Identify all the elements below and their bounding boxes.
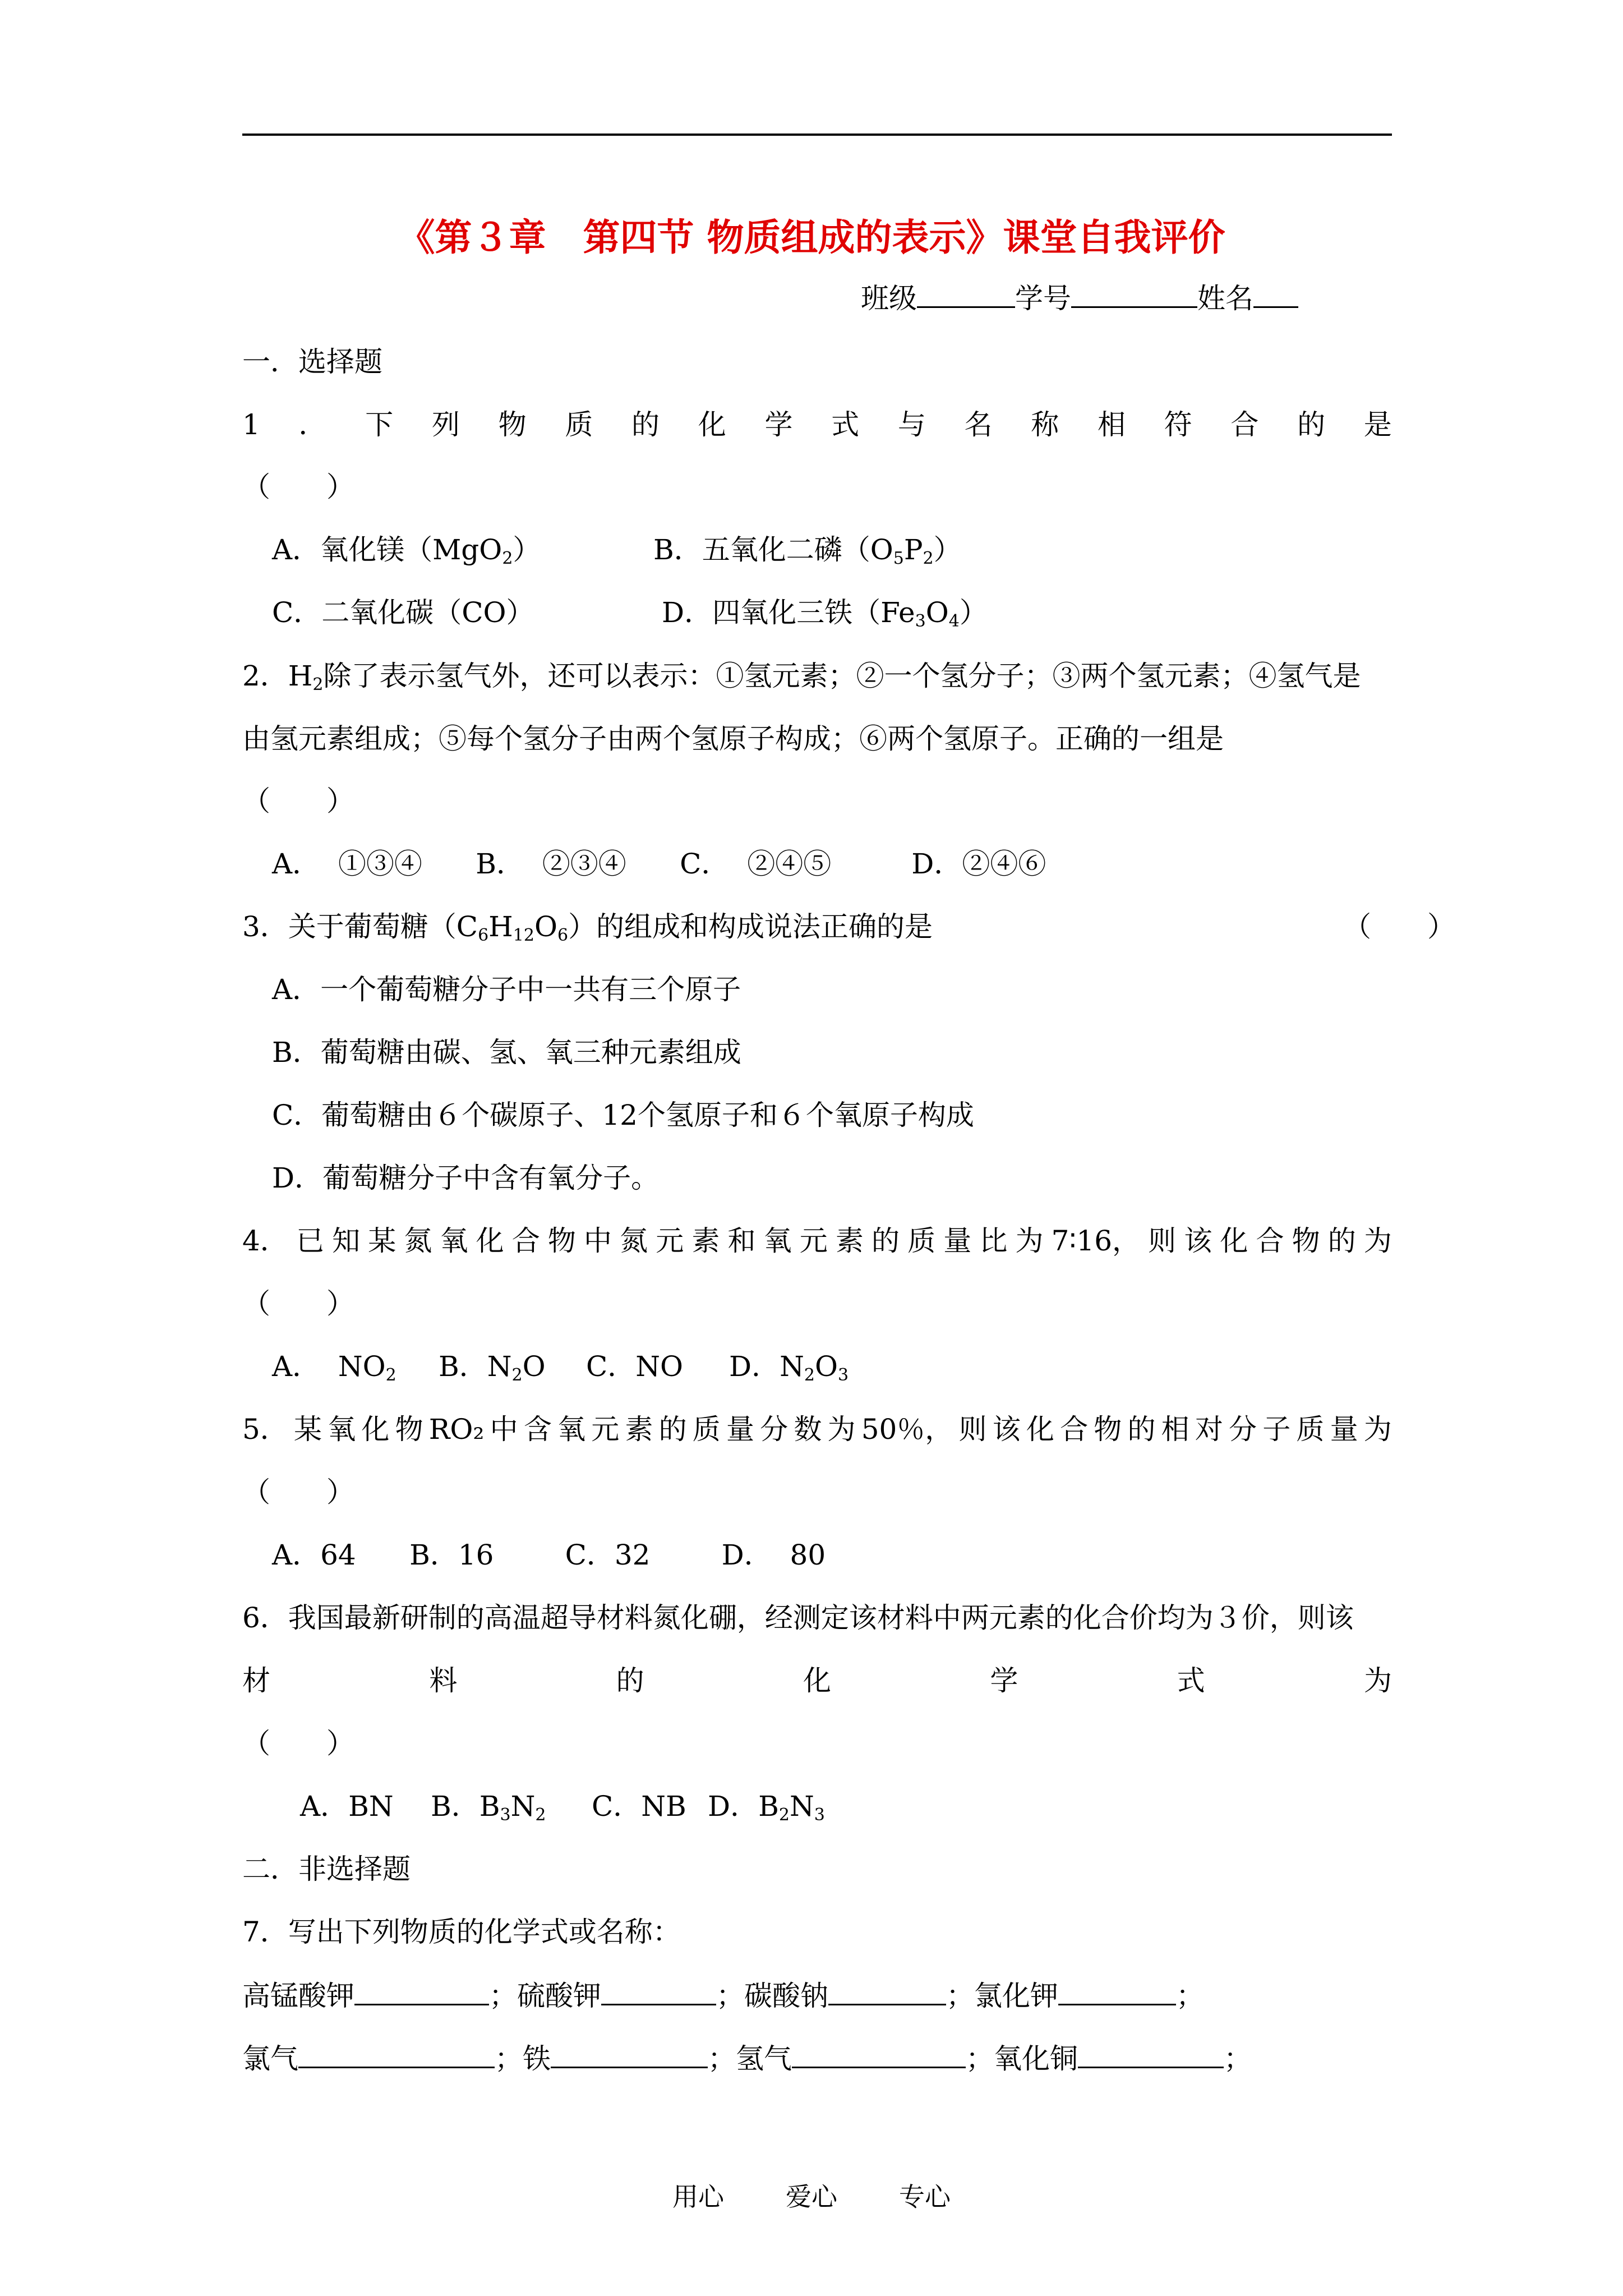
question-1-stem-char: 是: [1363, 408, 1392, 441]
question-4-stem-char: 元: [799, 1225, 828, 1257]
question-5-stem-char: 量: [726, 1413, 754, 1446]
question-1-stem-char: 称: [1031, 408, 1059, 441]
question-5-stem-char: 质: [692, 1413, 721, 1446]
question-5-stem-char: 分: [760, 1413, 789, 1446]
question-5-stem-char: 元: [591, 1413, 620, 1446]
question-6-line-1: 6．我国最新研制的高温超导材料氮化硼，经测定该材料中两元素的化合价均为３价，则该: [242, 1602, 1354, 1634]
answer-blank[interactable]: [1078, 2041, 1224, 2068]
question-3-paren: （ ）: [1343, 910, 1455, 943]
question-5-stem-char: 5．: [242, 1413, 288, 1446]
question-4-stem-char: 已: [296, 1225, 324, 1257]
question-7-row-1: 高锰酸钾 ；硫酸钾 ；碳酸钠 ；氯化钾 ；: [242, 1978, 1204, 2013]
question-5-stem-char: 中: [490, 1413, 518, 1446]
question-4-option-a[interactable]: A． $NO_2$: [272, 1350, 396, 1385]
question-5-stem-char: 化: [361, 1413, 390, 1446]
question-1-stem-char: 符: [1164, 408, 1192, 441]
question-5-stem-char: 则: [958, 1413, 987, 1446]
question-4-stem-char: 4．: [242, 1225, 288, 1257]
question-4-stem-char: 该: [1184, 1225, 1212, 1257]
question-4-stem-char: 合: [1256, 1225, 1284, 1257]
question-6-option-b[interactable]: B．$B_3N_2$: [431, 1790, 546, 1825]
question-6-line-2-char: 料: [429, 1664, 458, 1697]
question-4-stem-char: 化: [476, 1225, 504, 1257]
header-rule: [242, 134, 1392, 136]
question-1-stem-char: 物: [498, 408, 527, 441]
question-3-option-b[interactable]: B．葡萄糖由碳、氢、氧三种元素组成: [272, 1036, 741, 1069]
question-1-stem-char: 的: [1297, 408, 1326, 441]
question-4-stem-char: 化: [1220, 1225, 1248, 1257]
question-6-line-2-char: 化: [803, 1664, 831, 1697]
question-4-stem-char: 氮: [404, 1225, 432, 1257]
question-1-stem-char: 列: [431, 408, 460, 441]
question-5-stem-char: 氧: [557, 1413, 585, 1446]
question-5-stem-char: 某: [294, 1413, 322, 1446]
question-5-stem-char: 为: [827, 1413, 856, 1446]
question-4-stem-char: 和: [727, 1225, 756, 1257]
question-4-stem-char: 某: [368, 1225, 396, 1257]
question-3-option-c[interactable]: C．葡萄糖由６个碳原子、12个氢原子和６个氧原子构成: [272, 1099, 974, 1131]
section-heading-2: 二．非选择题: [242, 1853, 411, 1885]
question-2-line-1: 2．$H_2$除了表示氢气外，还可以表示：①氢元素；②一个氢分子；③两个氢元素；④氢气是: [242, 660, 1361, 694]
question-4-stem-char: 的: [1327, 1225, 1356, 1257]
question-4-stem-char: 质: [907, 1225, 936, 1257]
footer-item: 专心: [899, 2182, 951, 2212]
question-4-stem-char: 氧: [763, 1225, 792, 1257]
question-5-stem-char: 为: [1363, 1413, 1392, 1446]
question-1-option-b[interactable]: B．五氧化二磷$(O_5P_2)$: [653, 533, 962, 568]
question-1-option-a[interactable]: A．氧化镁（MgO$_2$）: [272, 533, 541, 568]
question-4-stem-char: 量: [943, 1225, 972, 1257]
question-6-line-2-char: 式: [1177, 1664, 1205, 1697]
question-5-stem-char: RO₂: [428, 1413, 485, 1446]
question-1-stem-char: 式: [831, 408, 860, 441]
question-5-stem-char: 该: [992, 1413, 1021, 1446]
name-blank[interactable]: [1253, 280, 1298, 308]
question-3-option-d[interactable]: D．葡萄糖分子中含有氧分子。: [272, 1162, 660, 1194]
question-5-stem-char: 素: [625, 1413, 653, 1446]
question-1-stem-char: 下: [365, 408, 394, 441]
question-4-paren: （ ）: [242, 1287, 354, 1320]
question-2-paren: （ ）: [242, 785, 354, 817]
question-5-stem-char: 含: [523, 1413, 552, 1446]
question-4-stem-char: 中: [583, 1225, 612, 1257]
question-1-stem-char: 相: [1097, 408, 1126, 441]
question-4-stem-char: 氮: [620, 1225, 648, 1257]
question-4-stem-char: 合: [511, 1225, 540, 1257]
answer-blank[interactable]: [828, 1978, 946, 2005]
answer-blank[interactable]: [792, 2041, 966, 2068]
question-4-option-c[interactable]: C．NO: [586, 1350, 683, 1383]
question-5-stem-char: 相: [1161, 1413, 1189, 1446]
question-4-stem-char: 的: [871, 1225, 900, 1257]
question-1-stem-char: ．: [298, 408, 327, 441]
question-4-option-d[interactable]: D．$N_2O_3$: [729, 1350, 849, 1385]
question-4-stem-char: 7∶16，: [1051, 1225, 1141, 1257]
question-1-stem-char: 的: [631, 408, 660, 441]
question-1-stem-char: 质: [565, 408, 593, 441]
question-5-stem-char: 量: [1330, 1413, 1358, 1446]
question-6-line-2: [242, 1664, 1392, 1697]
question-5-stem-char: 合: [1060, 1413, 1089, 1446]
question-5-stem-char: 质: [1296, 1413, 1325, 1446]
question-5-paren: （ ）: [242, 1476, 354, 1508]
question-5-stem-char: 50％，: [861, 1413, 953, 1446]
question-5-stem: [242, 1412, 1392, 1446]
question-5-stem-char: 子: [1262, 1413, 1291, 1446]
question-4-stem-char: 元: [656, 1225, 684, 1257]
answer-blank[interactable]: [551, 2041, 708, 2068]
name-label: 姓名: [1197, 282, 1253, 315]
question-1-stem-char: 与: [897, 408, 926, 441]
footer-item: 爱心: [786, 2182, 837, 2212]
question-1-stem-char: 化: [698, 408, 726, 441]
question-1-option-c[interactable]: C．二氧化碳（CO）: [272, 596, 534, 629]
question-6-option-a[interactable]: A．BN: [300, 1790, 394, 1823]
question-4-stem-char: 素: [691, 1225, 720, 1257]
question-4-stem-char: 为: [1363, 1225, 1392, 1257]
answer-blank[interactable]: [601, 1978, 716, 2005]
question-1-paren: （ ）: [242, 471, 354, 503]
answer-blank[interactable]: [354, 1978, 489, 2005]
question-4-option-b[interactable]: B．$N_2O$: [439, 1350, 546, 1385]
question-5-stem-char: 数: [794, 1413, 822, 1446]
question-7-stem: 7．写出下列物质的化学式或名称：: [242, 1916, 681, 1948]
question-5-stem-char: 氧: [328, 1413, 356, 1446]
answer-blank[interactable]: [1058, 1978, 1176, 2005]
question-5-stem-char: 分: [1229, 1413, 1257, 1446]
question-2-options[interactable]: A． ①③④ B． ②③④ C． ②④⑤ D．②④⑥: [272, 848, 1046, 880]
question-1-stem-char: 学: [764, 408, 793, 441]
page-title: 《第３章 第四节 物质组成的表示》课堂自我评价: [398, 216, 1225, 259]
question-4-stem-char: 素: [835, 1225, 864, 1257]
question-6-paren: （ ）: [242, 1727, 354, 1760]
question-4-stem-char: 物: [1292, 1225, 1320, 1257]
question-7-row-2: 氯气 ；铁 ；氢气 ；氧化铜 ；: [242, 2041, 1252, 2076]
class-blank[interactable]: [917, 280, 1015, 308]
number-label: 学号: [1015, 282, 1071, 315]
question-5-stem-char: 的: [658, 1413, 687, 1446]
student-info-line: [861, 280, 1298, 315]
question-2-line-2: 由氢元素组成；⑤每个氢分子由两个氢原子构成；⑥两个氢原子。正确的一组是: [242, 723, 1224, 755]
question-1-stem-char: 合: [1230, 408, 1259, 441]
question-1-stem-char: 1: [242, 408, 260, 441]
answer-blank[interactable]: [298, 2041, 495, 2068]
question-6-option-d[interactable]: D．$B_2N_3$: [708, 1790, 825, 1825]
question-3-option-a[interactable]: A．一个葡萄糖分子中一共有三个原子: [272, 973, 741, 1006]
footer: [0, 2177, 1623, 2214]
question-4-stem-char: 则: [1148, 1225, 1177, 1257]
question-5-stem-char: 的: [1127, 1413, 1156, 1446]
question-6-line-2-char: 的: [616, 1664, 644, 1697]
question-6-line-2-char: 学: [990, 1664, 1018, 1697]
question-6-line-2-char: 材: [242, 1664, 270, 1697]
question-4-stem-char: 物: [547, 1225, 576, 1257]
question-5-stem-char: 物: [1094, 1413, 1122, 1446]
section-heading-1: 一．选择题: [242, 346, 382, 378]
number-blank[interactable]: [1071, 280, 1197, 308]
question-4-stem: [242, 1224, 1392, 1258]
question-4-stem-char: 氧: [440, 1225, 468, 1257]
question-4-stem-char: 知: [332, 1225, 361, 1257]
question-1-option-d[interactable]: D．四氧化三铁$(Fe_3O_4)$: [662, 596, 988, 631]
footer-item: 用心: [672, 2182, 724, 2212]
question-6-line-2-char: 为: [1363, 1664, 1392, 1697]
question-3-stem: 3．关于葡萄糖$(C_6H_{12}O_6)$的组成和构成说法正确的是: [242, 910, 933, 945]
question-5-options[interactable]: A．64 B．16 C．32 D． 80: [272, 1539, 826, 1571]
question-6-option-c[interactable]: C．NB: [592, 1790, 686, 1823]
question-4-stem-char: 比: [979, 1225, 1008, 1257]
question-5-stem-char: 化: [1026, 1413, 1054, 1446]
question-5-stem-char: 物: [395, 1413, 423, 1446]
question-4-stem-char: 为: [1015, 1225, 1044, 1257]
question-1-stem: [242, 408, 1392, 441]
question-5-stem-char: 对: [1195, 1413, 1223, 1446]
class-label: 班级: [861, 282, 917, 315]
question-1-stem-char: 名: [964, 408, 993, 441]
